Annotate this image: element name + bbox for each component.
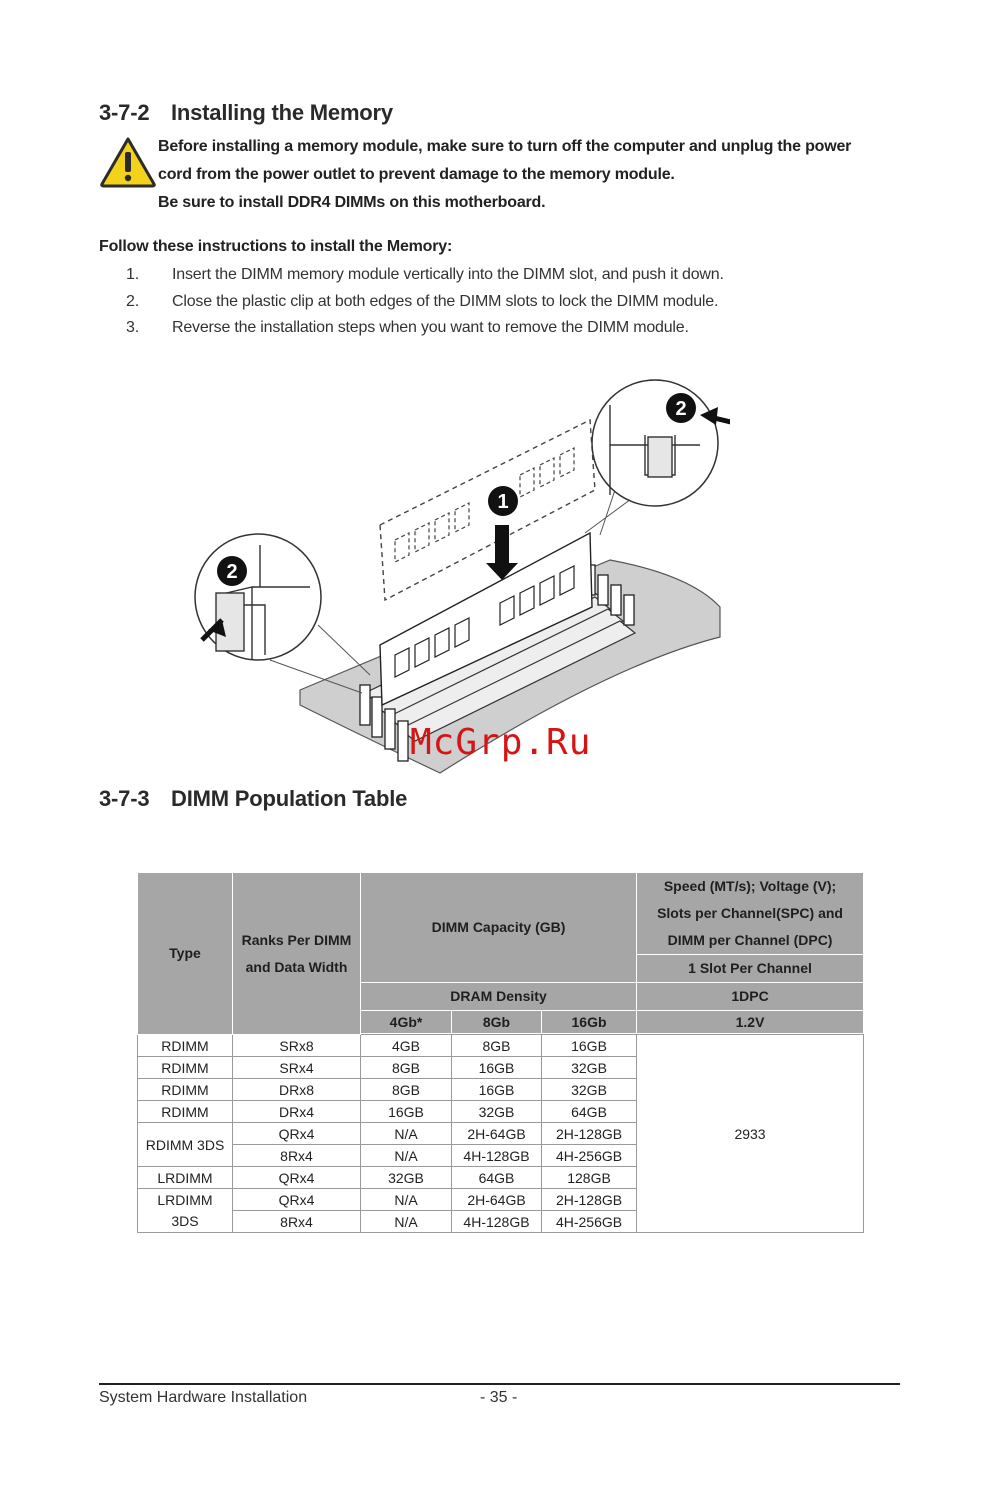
left-zoom-circle — [195, 534, 321, 660]
cell-rank: QRx4 — [233, 1189, 361, 1211]
cell-16gb: 2H-128GB — [542, 1123, 637, 1145]
footer-chapter: System Hardware Installation — [99, 1389, 308, 1406]
cell-4gb: 4GB — [361, 1035, 452, 1057]
cell-16gb: 2H-128GB — [542, 1189, 637, 1211]
cell-8gb: 8GB — [452, 1035, 542, 1057]
cell-8gb: 16GB — [452, 1057, 542, 1079]
cell-rank: SRx4 — [233, 1057, 361, 1079]
footer-page-number: - 35 - — [480, 1389, 518, 1406]
step-text: Close the plastic clip at both edges of the DIMM slots to lock the DIMM module. — [172, 293, 719, 310]
cell-type: RDIMM — [138, 1101, 233, 1123]
cell-type: RDIMM — [138, 1057, 233, 1079]
dimm-population-table — [137, 872, 864, 1233]
cell-type: LRDIMM — [138, 1167, 233, 1189]
cell-8gb: 64GB — [452, 1167, 542, 1189]
warning-line-1: Before installing a memory module, make sure to turn off the computer and unplug the power — [158, 138, 852, 155]
section-number: 3-7-2 — [99, 100, 150, 125]
cell-4gb: 8GB — [361, 1057, 452, 1079]
cell-8gb: 2H-64GB — [452, 1189, 542, 1211]
header-capacity: DIMM Capacity (GB) — [361, 873, 637, 983]
cell-8gb: 4H-128GB — [452, 1211, 542, 1233]
cell-rank: 8Rx4 — [233, 1145, 361, 1167]
section-title: Installing the Memory — [171, 100, 393, 125]
header-dram-density: DRAM Density — [361, 983, 637, 1011]
header-voltage: 1.2V — [637, 1011, 864, 1034]
cell-8gb: 4H-128GB — [452, 1145, 542, 1167]
cell-type: RDIMM — [138, 1079, 233, 1101]
cell-8gb: 2H-64GB — [452, 1123, 542, 1145]
instructions-intro: Follow these instructions to install the Memory: — [99, 238, 453, 255]
step-number: 1. — [126, 266, 139, 283]
step-number: 2. — [126, 293, 139, 310]
header-ranks: Ranks Per DIMM and Data Width — [233, 873, 361, 1035]
cell-rank: QRx4 — [233, 1123, 361, 1145]
cell-16gb: 32GB — [542, 1057, 637, 1079]
cell-8gb: 32GB — [452, 1101, 542, 1123]
cell-16gb: 16GB — [542, 1035, 637, 1057]
cell-4gb: 16GB — [361, 1101, 452, 1123]
memory-installation-illustration — [190, 375, 730, 775]
cell-rank: DRx4 — [233, 1101, 361, 1123]
cell-type: RDIMM 3DS — [138, 1123, 233, 1167]
header-speed-line-3: DIMM per Channel (DPC) — [667, 932, 833, 948]
cell-4gb: N/A — [361, 1189, 452, 1211]
cell-rank: 8Rx4 — [233, 1211, 361, 1233]
cell-4gb: N/A — [361, 1123, 452, 1145]
cell-type: RDIMM — [138, 1035, 233, 1057]
table-row — [138, 1035, 864, 1057]
cell-16gb: 4H-256GB — [542, 1211, 637, 1233]
cell-16gb: 64GB — [542, 1101, 637, 1123]
section-heading-table — [99, 786, 407, 812]
warning-note — [158, 133, 918, 217]
section-number: 3-7-3 — [99, 786, 150, 811]
cell-8gb: 16GB — [452, 1079, 542, 1101]
warning-icon — [99, 136, 157, 188]
section-title: DIMM Population Table — [171, 786, 408, 811]
instruction-steps — [126, 266, 886, 346]
step-number: 3. — [126, 319, 139, 336]
header-speed-line-2: Slots per Channel(SPC) and — [657, 905, 843, 921]
cell-type: 3DS — [138, 1211, 233, 1233]
warning-line-2: cord from the power outlet to prevent damage to the memory module. — [158, 166, 675, 183]
cell-4gb: N/A — [361, 1145, 452, 1167]
cell-16gb: 32GB — [542, 1079, 637, 1101]
header-speed-line-1: Speed (MT/s); Voltage (V); — [663, 878, 837, 894]
cell-type: LRDIMM — [138, 1189, 233, 1211]
header-16gb: 16Gb — [542, 1011, 637, 1034]
cell-4gb: 8GB — [361, 1079, 452, 1101]
cell-4gb: N/A — [361, 1211, 452, 1233]
cell-16gb: 128GB — [542, 1167, 637, 1189]
header-slot-per-channel: 1 Slot Per Channel — [637, 955, 864, 983]
header-4gb: 4Gb* — [361, 1011, 452, 1034]
watermark-text: McGrp.Ru — [410, 722, 592, 763]
header-dpc: 1DPC — [637, 983, 864, 1011]
cell-rank: QRx4 — [233, 1167, 361, 1189]
step-text: Insert the DIMM memory module vertically into the DIMM slot, and push it down. — [172, 266, 724, 283]
cell-rank: SRx8 — [233, 1035, 361, 1057]
cell-4gb: 32GB — [361, 1167, 452, 1189]
header-8gb: 8Gb — [452, 1011, 542, 1034]
section-heading-install — [99, 100, 393, 126]
callout-2a-label: 2 — [226, 561, 238, 583]
callout-1-label: 1 — [497, 491, 509, 513]
cell-rank: DRx8 — [233, 1079, 361, 1101]
callout-2b-label: 2 — [675, 398, 687, 420]
header-type: Type — [138, 873, 233, 1035]
cell-16gb: 4H-256GB — [542, 1145, 637, 1167]
header-speed — [637, 873, 864, 955]
step-text: Reverse the installation steps when you want to remove the DIMM module. — [172, 319, 689, 336]
warning-line-3: Be sure to install DDR4 DIMMs on this motherboard. — [158, 194, 546, 211]
cell-speed: 2933 — [637, 1035, 864, 1233]
footer-rule — [99, 1383, 900, 1385]
